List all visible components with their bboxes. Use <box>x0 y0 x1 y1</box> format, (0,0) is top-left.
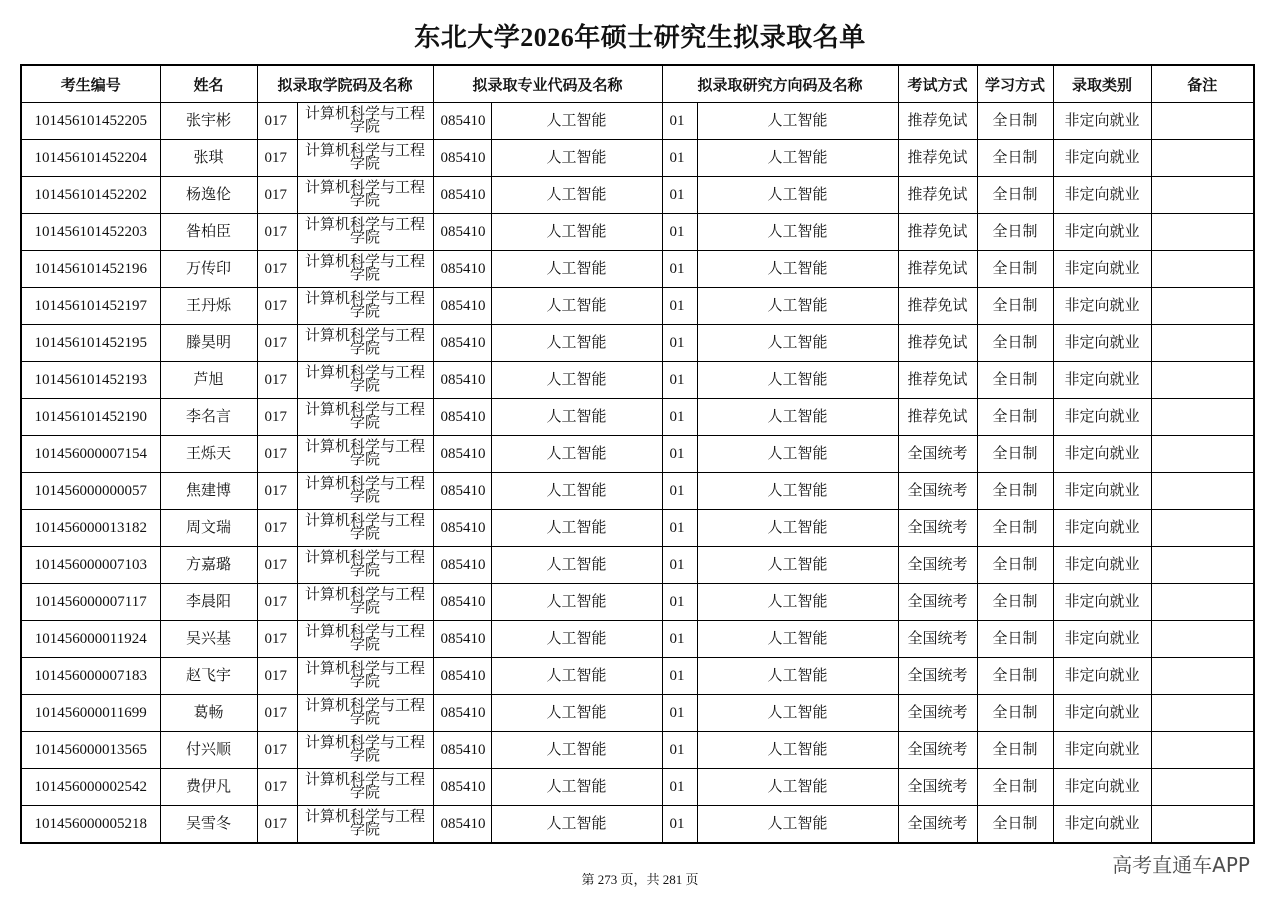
table-row <box>21 658 1254 695</box>
header-name: 姓名 <box>160 65 257 103</box>
cell-college-code: 017 <box>257 399 297 436</box>
cell-name: 王烁天 <box>160 436 257 473</box>
cell-direction-name: 人工智能 <box>697 288 898 325</box>
cell-direction-name: 人工智能 <box>697 325 898 362</box>
cell-major-code: 085410 <box>433 806 491 844</box>
cell-college-name: 计算机科学与工程学院 <box>297 547 433 584</box>
cell-study-mode: 全日制 <box>977 621 1053 658</box>
cell-direction-code: 01 <box>662 325 697 362</box>
cell-candidate-id: 101456000007183 <box>21 658 160 695</box>
cell-major-code: 085410 <box>433 288 491 325</box>
cell-exam-type: 全国统考 <box>898 732 977 769</box>
cell-major-name: 人工智能 <box>491 547 662 584</box>
cell-direction-name: 人工智能 <box>697 399 898 436</box>
cell-name: 张琪 <box>160 140 257 177</box>
table-row <box>21 769 1254 806</box>
cell-remark <box>1151 177 1254 214</box>
cell-direction-name: 人工智能 <box>697 214 898 251</box>
cell-major-name: 人工智能 <box>491 325 662 362</box>
cell-direction-code: 01 <box>662 695 697 732</box>
cell-college-code: 017 <box>257 214 297 251</box>
cell-candidate-id: 101456000007154 <box>21 436 160 473</box>
cell-name: 赵飞宇 <box>160 658 257 695</box>
cell-major-name: 人工智能 <box>491 140 662 177</box>
cell-direction-code: 01 <box>662 732 697 769</box>
cell-direction-name: 人工智能 <box>697 732 898 769</box>
cell-direction-code: 01 <box>662 547 697 584</box>
cell-direction-code: 01 <box>662 510 697 547</box>
cell-college-name: 计算机科学与工程学院 <box>297 806 433 844</box>
cell-admission-category: 非定向就业 <box>1053 177 1151 214</box>
cell-candidate-id: 101456000011924 <box>21 621 160 658</box>
cell-study-mode: 全日制 <box>977 103 1053 140</box>
cell-study-mode: 全日制 <box>977 399 1053 436</box>
cell-direction-code: 01 <box>662 436 697 473</box>
cell-college-name: 计算机科学与工程学院 <box>297 473 433 510</box>
cell-exam-type: 推荐免试 <box>898 325 977 362</box>
cell-exam-type: 推荐免试 <box>898 177 977 214</box>
cell-college-code: 017 <box>257 436 297 473</box>
cell-college-name: 计算机科学与工程学院 <box>297 510 433 547</box>
table-row <box>21 251 1254 288</box>
cell-direction-name: 人工智能 <box>697 695 898 732</box>
cell-major-name: 人工智能 <box>491 732 662 769</box>
cell-admission-category: 非定向就业 <box>1053 436 1151 473</box>
cell-direction-name: 人工智能 <box>697 510 898 547</box>
cell-remark <box>1151 140 1254 177</box>
cell-college-name: 计算机科学与工程学院 <box>297 103 433 140</box>
cell-candidate-id: 101456000013565 <box>21 732 160 769</box>
cell-direction-code: 01 <box>662 806 697 844</box>
cell-major-code: 085410 <box>433 621 491 658</box>
cell-study-mode: 全日制 <box>977 695 1053 732</box>
table-row <box>21 325 1254 362</box>
cell-remark <box>1151 436 1254 473</box>
cell-major-name: 人工智能 <box>491 214 662 251</box>
cell-exam-type: 推荐免试 <box>898 214 977 251</box>
cell-direction-name: 人工智能 <box>697 584 898 621</box>
cell-name: 吴雪冬 <box>160 806 257 844</box>
cell-candidate-id: 101456000000057 <box>21 473 160 510</box>
document-title: 东北大学2026年硕士研究生拟录取名单 <box>414 23 866 52</box>
cell-name: 李名言 <box>160 399 257 436</box>
cell-remark <box>1151 325 1254 362</box>
header-college: 拟录取学院码及名称 <box>257 65 433 103</box>
cell-candidate-id: 101456000005218 <box>21 806 160 844</box>
cell-exam-type: 全国统考 <box>898 473 977 510</box>
cell-direction-name: 人工智能 <box>697 769 898 806</box>
header-remark: 备注 <box>1151 65 1254 103</box>
cell-major-code: 085410 <box>433 695 491 732</box>
cell-college-code: 017 <box>257 140 297 177</box>
cell-name: 焦建博 <box>160 473 257 510</box>
cell-direction-code: 01 <box>662 103 697 140</box>
cell-remark <box>1151 362 1254 399</box>
cell-major-name: 人工智能 <box>491 177 662 214</box>
cell-college-name: 计算机科学与工程学院 <box>297 251 433 288</box>
table-row <box>21 214 1254 251</box>
cell-study-mode: 全日制 <box>977 288 1053 325</box>
cell-name: 葛畅 <box>160 695 257 732</box>
admission-list-table <box>20 64 1255 844</box>
cell-major-code: 085410 <box>433 658 491 695</box>
cell-exam-type: 推荐免试 <box>898 103 977 140</box>
header-study-mode: 学习方式 <box>977 65 1053 103</box>
cell-candidate-id: 101456000013182 <box>21 510 160 547</box>
cell-admission-category: 非定向就业 <box>1053 362 1151 399</box>
cell-candidate-id: 101456000011699 <box>21 695 160 732</box>
cell-name: 吴兴基 <box>160 621 257 658</box>
cell-major-name: 人工智能 <box>491 584 662 621</box>
cell-exam-type: 推荐免试 <box>898 362 977 399</box>
cell-admission-category: 非定向就业 <box>1053 288 1151 325</box>
cell-exam-type: 全国统考 <box>898 584 977 621</box>
cell-admission-category: 非定向就业 <box>1053 658 1151 695</box>
cell-direction-code: 01 <box>662 473 697 510</box>
cell-direction-name: 人工智能 <box>697 806 898 844</box>
cell-exam-type: 全国统考 <box>898 621 977 658</box>
cell-major-code: 085410 <box>433 362 491 399</box>
cell-exam-type: 全国统考 <box>898 695 977 732</box>
cell-remark <box>1151 658 1254 695</box>
cell-direction-code: 01 <box>662 621 697 658</box>
cell-direction-code: 01 <box>662 399 697 436</box>
cell-candidate-id: 101456101452196 <box>21 251 160 288</box>
cell-major-name: 人工智能 <box>491 288 662 325</box>
cell-college-name: 计算机科学与工程学院 <box>297 399 433 436</box>
watermark: 高考直通车APP <box>1112 853 1250 877</box>
cell-admission-category: 非定向就业 <box>1053 103 1151 140</box>
cell-direction-name: 人工智能 <box>697 621 898 658</box>
page-number: 第 273 页，共 281 页 <box>581 872 699 887</box>
cell-direction-code: 01 <box>662 658 697 695</box>
table-row <box>21 103 1254 140</box>
cell-exam-type: 推荐免试 <box>898 251 977 288</box>
cell-major-name: 人工智能 <box>491 658 662 695</box>
cell-admission-category: 非定向就业 <box>1053 621 1151 658</box>
cell-direction-name: 人工智能 <box>697 362 898 399</box>
cell-college-name: 计算机科学与工程学院 <box>297 214 433 251</box>
cell-remark <box>1151 621 1254 658</box>
cell-study-mode: 全日制 <box>977 510 1053 547</box>
header-candidate-id: 考生编号 <box>21 65 160 103</box>
cell-name: 付兴顺 <box>160 732 257 769</box>
cell-college-name: 计算机科学与工程学院 <box>297 695 433 732</box>
cell-direction-code: 01 <box>662 214 697 251</box>
cell-college-code: 017 <box>257 288 297 325</box>
cell-remark <box>1151 251 1254 288</box>
cell-remark <box>1151 806 1254 844</box>
table-body <box>21 103 1254 844</box>
cell-exam-type: 全国统考 <box>898 510 977 547</box>
cell-direction-name: 人工智能 <box>697 140 898 177</box>
cell-major-name: 人工智能 <box>491 510 662 547</box>
cell-name: 杨逸伦 <box>160 177 257 214</box>
header-major: 拟录取专业代码及名称 <box>433 65 662 103</box>
cell-candidate-id: 101456101452203 <box>21 214 160 251</box>
header-direction: 拟录取研究方向码及名称 <box>662 65 898 103</box>
table-row <box>21 695 1254 732</box>
cell-major-code: 085410 <box>433 251 491 288</box>
cell-major-name: 人工智能 <box>491 473 662 510</box>
cell-exam-type: 全国统考 <box>898 769 977 806</box>
cell-major-name: 人工智能 <box>491 103 662 140</box>
cell-college-code: 017 <box>257 547 297 584</box>
cell-major-code: 085410 <box>433 473 491 510</box>
cell-remark <box>1151 510 1254 547</box>
cell-college-name: 计算机科学与工程学院 <box>297 658 433 695</box>
cell-admission-category: 非定向就业 <box>1053 806 1151 844</box>
table-row <box>21 177 1254 214</box>
cell-exam-type: 推荐免试 <box>898 140 977 177</box>
cell-direction-code: 01 <box>662 140 697 177</box>
cell-candidate-id: 101456101452202 <box>21 177 160 214</box>
cell-name: 周文瑞 <box>160 510 257 547</box>
cell-major-name: 人工智能 <box>491 251 662 288</box>
cell-name: 李晨阳 <box>160 584 257 621</box>
cell-major-code: 085410 <box>433 103 491 140</box>
cell-study-mode: 全日制 <box>977 769 1053 806</box>
cell-major-code: 085410 <box>433 214 491 251</box>
table-row <box>21 621 1254 658</box>
cell-college-name: 计算机科学与工程学院 <box>297 621 433 658</box>
table-row <box>21 510 1254 547</box>
header-row <box>21 65 1254 103</box>
cell-major-code: 085410 <box>433 325 491 362</box>
table-row <box>21 732 1254 769</box>
cell-remark <box>1151 288 1254 325</box>
cell-remark <box>1151 399 1254 436</box>
cell-exam-type: 推荐免试 <box>898 288 977 325</box>
cell-remark <box>1151 103 1254 140</box>
cell-college-code: 017 <box>257 325 297 362</box>
cell-direction-name: 人工智能 <box>697 436 898 473</box>
cell-college-code: 017 <box>257 362 297 399</box>
cell-study-mode: 全日制 <box>977 177 1053 214</box>
cell-college-name: 计算机科学与工程学院 <box>297 769 433 806</box>
cell-college-name: 计算机科学与工程学院 <box>297 325 433 362</box>
cell-direction-code: 01 <box>662 288 697 325</box>
cell-college-code: 017 <box>257 103 297 140</box>
cell-name: 费伊凡 <box>160 769 257 806</box>
cell-candidate-id: 101456000007117 <box>21 584 160 621</box>
cell-admission-category: 非定向就业 <box>1053 769 1151 806</box>
cell-major-name: 人工智能 <box>491 436 662 473</box>
cell-candidate-id: 101456101452204 <box>21 140 160 177</box>
cell-college-name: 计算机科学与工程学院 <box>297 140 433 177</box>
cell-college-code: 017 <box>257 695 297 732</box>
cell-admission-category: 非定向就业 <box>1053 214 1151 251</box>
cell-college-code: 017 <box>257 473 297 510</box>
cell-study-mode: 全日制 <box>977 251 1053 288</box>
cell-admission-category: 非定向就业 <box>1053 325 1151 362</box>
cell-direction-name: 人工智能 <box>697 103 898 140</box>
cell-major-code: 085410 <box>433 510 491 547</box>
cell-direction-code: 01 <box>662 362 697 399</box>
cell-major-code: 085410 <box>433 436 491 473</box>
cell-candidate-id: 101456101452197 <box>21 288 160 325</box>
table-row <box>21 473 1254 510</box>
cell-direction-code: 01 <box>662 177 697 214</box>
cell-direction-name: 人工智能 <box>697 251 898 288</box>
cell-college-code: 017 <box>257 658 297 695</box>
cell-college-name: 计算机科学与工程学院 <box>297 732 433 769</box>
cell-college-code: 017 <box>257 732 297 769</box>
cell-candidate-id: 101456101452205 <box>21 103 160 140</box>
cell-study-mode: 全日制 <box>977 325 1053 362</box>
cell-college-name: 计算机科学与工程学院 <box>297 177 433 214</box>
cell-name: 芦旭 <box>160 362 257 399</box>
cell-major-code: 085410 <box>433 584 491 621</box>
cell-direction-name: 人工智能 <box>697 658 898 695</box>
cell-study-mode: 全日制 <box>977 362 1053 399</box>
cell-major-code: 085410 <box>433 140 491 177</box>
cell-name: 方嘉璐 <box>160 547 257 584</box>
cell-remark <box>1151 214 1254 251</box>
cell-name: 万传印 <box>160 251 257 288</box>
cell-study-mode: 全日制 <box>977 214 1053 251</box>
cell-major-name: 人工智能 <box>491 621 662 658</box>
cell-remark <box>1151 473 1254 510</box>
cell-direction-code: 01 <box>662 584 697 621</box>
table-row <box>21 436 1254 473</box>
cell-college-code: 017 <box>257 621 297 658</box>
cell-candidate-id: 101456101452190 <box>21 399 160 436</box>
cell-admission-category: 非定向就业 <box>1053 399 1151 436</box>
cell-remark <box>1151 695 1254 732</box>
cell-candidate-id: 101456101452195 <box>21 325 160 362</box>
cell-exam-type: 全国统考 <box>898 436 977 473</box>
cell-direction-code: 01 <box>662 769 697 806</box>
cell-admission-category: 非定向就业 <box>1053 547 1151 584</box>
cell-admission-category: 非定向就业 <box>1053 695 1151 732</box>
table-row <box>21 362 1254 399</box>
cell-college-name: 计算机科学与工程学院 <box>297 288 433 325</box>
cell-exam-type: 推荐免试 <box>898 399 977 436</box>
cell-admission-category: 非定向就业 <box>1053 140 1151 177</box>
cell-exam-type: 全国统考 <box>898 806 977 844</box>
cell-direction-code: 01 <box>662 251 697 288</box>
cell-direction-name: 人工智能 <box>697 473 898 510</box>
table-header <box>21 65 1254 103</box>
cell-candidate-id: 101456000007103 <box>21 547 160 584</box>
cell-direction-name: 人工智能 <box>697 547 898 584</box>
cell-major-name: 人工智能 <box>491 769 662 806</box>
cell-major-name: 人工智能 <box>491 695 662 732</box>
cell-exam-type: 全国统考 <box>898 547 977 584</box>
cell-name: 王丹烁 <box>160 288 257 325</box>
table-row <box>21 140 1254 177</box>
cell-college-code: 017 <box>257 584 297 621</box>
header-exam-type: 考试方式 <box>898 65 977 103</box>
cell-study-mode: 全日制 <box>977 806 1053 844</box>
table-row <box>21 806 1254 844</box>
cell-college-name: 计算机科学与工程学院 <box>297 436 433 473</box>
cell-remark <box>1151 732 1254 769</box>
cell-admission-category: 非定向就业 <box>1053 510 1151 547</box>
cell-college-code: 017 <box>257 510 297 547</box>
cell-study-mode: 全日制 <box>977 547 1053 584</box>
cell-admission-category: 非定向就业 <box>1053 251 1151 288</box>
cell-study-mode: 全日制 <box>977 658 1053 695</box>
table-row <box>21 547 1254 584</box>
cell-major-code: 085410 <box>433 769 491 806</box>
cell-college-name: 计算机科学与工程学院 <box>297 362 433 399</box>
cell-candidate-id: 101456101452193 <box>21 362 160 399</box>
cell-college-code: 017 <box>257 177 297 214</box>
cell-major-code: 085410 <box>433 547 491 584</box>
table-row <box>21 288 1254 325</box>
cell-study-mode: 全日制 <box>977 732 1053 769</box>
cell-exam-type: 全国统考 <box>898 658 977 695</box>
cell-major-name: 人工智能 <box>491 362 662 399</box>
cell-candidate-id: 101456000002542 <box>21 769 160 806</box>
table-row <box>21 584 1254 621</box>
cell-college-name: 计算机科学与工程学院 <box>297 584 433 621</box>
cell-direction-name: 人工智能 <box>697 177 898 214</box>
cell-major-code: 085410 <box>433 399 491 436</box>
cell-admission-category: 非定向就业 <box>1053 473 1151 510</box>
cell-name: 昝柏臣 <box>160 214 257 251</box>
header-admission-category: 录取类别 <box>1053 65 1151 103</box>
cell-study-mode: 全日制 <box>977 140 1053 177</box>
cell-study-mode: 全日制 <box>977 584 1053 621</box>
cell-major-code: 085410 <box>433 732 491 769</box>
cell-college-code: 017 <box>257 806 297 844</box>
table-row <box>21 399 1254 436</box>
cell-remark <box>1151 769 1254 806</box>
cell-study-mode: 全日制 <box>977 436 1053 473</box>
cell-remark <box>1151 584 1254 621</box>
cell-study-mode: 全日制 <box>977 473 1053 510</box>
cell-remark <box>1151 547 1254 584</box>
cell-name: 滕昊明 <box>160 325 257 362</box>
cell-college-code: 017 <box>257 251 297 288</box>
cell-admission-category: 非定向就业 <box>1053 584 1151 621</box>
cell-major-code: 085410 <box>433 177 491 214</box>
cell-major-name: 人工智能 <box>491 806 662 844</box>
cell-name: 张宇彬 <box>160 103 257 140</box>
cell-college-code: 017 <box>257 769 297 806</box>
cell-major-name: 人工智能 <box>491 399 662 436</box>
cell-admission-category: 非定向就业 <box>1053 732 1151 769</box>
